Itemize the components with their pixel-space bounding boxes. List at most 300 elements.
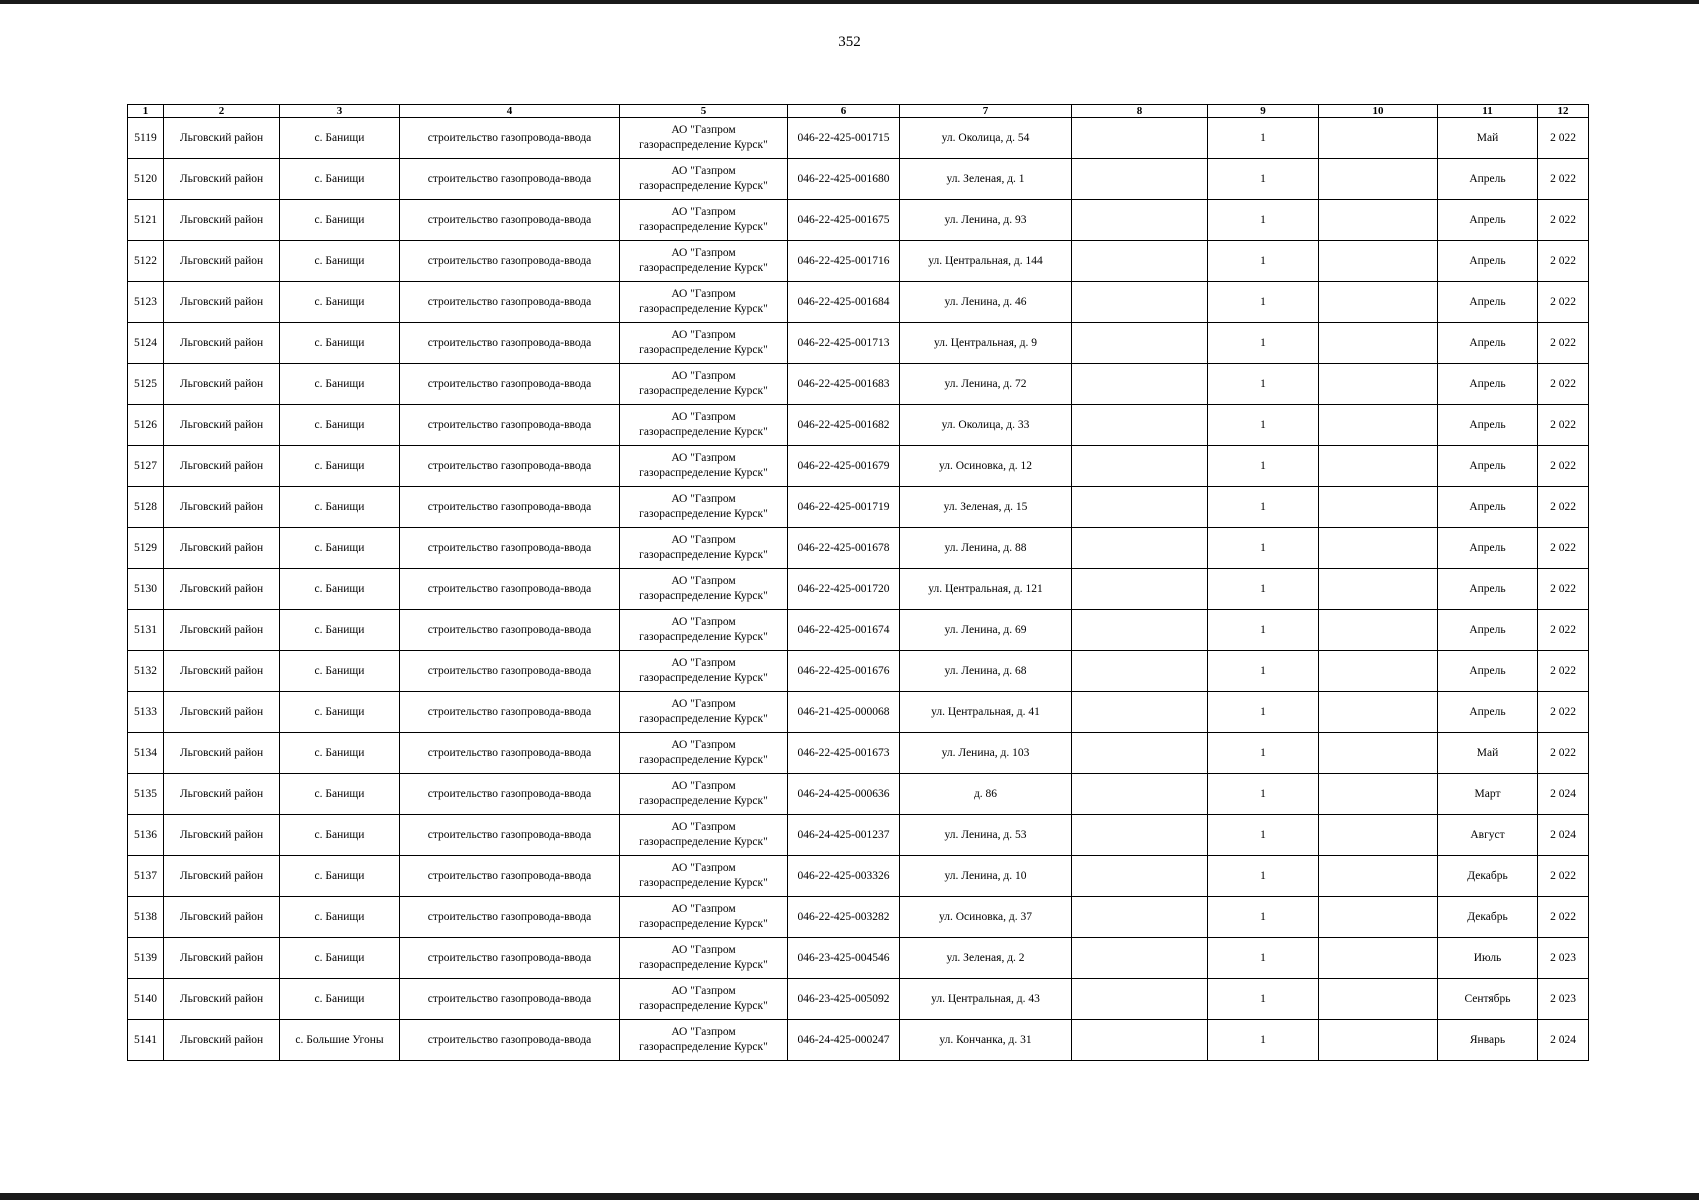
organization-cell — [620, 938, 788, 979]
organization-line-1: АО "Газпром — [671, 903, 736, 915]
column-10-cell — [1319, 897, 1438, 938]
month-cell: Май — [1438, 733, 1538, 774]
address-cell: ул. Центральная, д. 43 — [900, 979, 1072, 1020]
settlement-cell: с. Банищи — [280, 282, 400, 323]
year-cell: 2 022 — [1538, 733, 1589, 774]
column-number-header-row — [128, 105, 1589, 118]
district-cell: Льговский район — [164, 774, 280, 815]
registry-table-body — [128, 118, 1589, 1061]
organization-line-1: АО "Газпром — [671, 575, 736, 587]
district-cell: Льговский район — [164, 159, 280, 200]
table-row — [128, 323, 1589, 364]
organization-line-2: газораспределение Курск" — [639, 590, 768, 602]
year-cell: 2 022 — [1538, 159, 1589, 200]
work-type-cell: строительство газопровода-ввода — [400, 692, 620, 733]
object-code-cell: 046-23-425-004546 — [788, 938, 900, 979]
address-cell: ул. Центральная, д. 9 — [900, 323, 1072, 364]
year-cell: 2 022 — [1538, 528, 1589, 569]
district-cell: Льговский район — [164, 815, 280, 856]
column-10-cell — [1319, 774, 1438, 815]
table-row — [128, 200, 1589, 241]
object-code-cell: 046-24-425-000636 — [788, 774, 900, 815]
organization-line-2: газораспределение Курск" — [639, 508, 768, 520]
organization-line-1: АО "Газпром — [671, 616, 736, 628]
month-cell: Апрель — [1438, 487, 1538, 528]
table-row — [128, 446, 1589, 487]
settlement-cell: с. Банищи — [280, 118, 400, 159]
organization-cell — [620, 774, 788, 815]
address-cell: ул. Ленина, д. 68 — [900, 651, 1072, 692]
row-number-cell: 5129 — [128, 528, 164, 569]
organization-line-2: газораспределение Курск" — [639, 385, 768, 397]
quantity-cell: 1 — [1208, 815, 1319, 856]
quantity-cell: 1 — [1208, 569, 1319, 610]
quantity-cell: 1 — [1208, 323, 1319, 364]
month-cell: Декабрь — [1438, 856, 1538, 897]
organization-line-2: газораспределение Курск" — [639, 262, 768, 274]
month-cell: Май — [1438, 118, 1538, 159]
row-number-cell: 5120 — [128, 159, 164, 200]
work-type-cell: строительство газопровода-ввода — [400, 446, 620, 487]
column-8-cell — [1072, 282, 1208, 323]
quantity-cell: 1 — [1208, 733, 1319, 774]
month-cell: Апрель — [1438, 364, 1538, 405]
table-row — [128, 610, 1589, 651]
column-header: 9 — [1208, 105, 1319, 118]
organization-line-1: АО "Газпром — [671, 329, 736, 341]
column-8-cell — [1072, 897, 1208, 938]
work-type-cell: строительство газопровода-ввода — [400, 733, 620, 774]
district-cell: Льговский район — [164, 118, 280, 159]
year-cell: 2 022 — [1538, 200, 1589, 241]
object-code-cell: 046-23-425-005092 — [788, 979, 900, 1020]
column-10-cell — [1319, 323, 1438, 364]
organization-cell — [620, 446, 788, 487]
month-cell: Апрель — [1438, 569, 1538, 610]
work-type-cell: строительство газопровода-ввода — [400, 774, 620, 815]
object-code-cell: 046-21-425-000068 — [788, 692, 900, 733]
column-10-cell — [1319, 979, 1438, 1020]
column-8-cell — [1072, 528, 1208, 569]
organization-cell — [620, 979, 788, 1020]
year-cell: 2 022 — [1538, 282, 1589, 323]
row-number-cell: 5140 — [128, 979, 164, 1020]
table-row — [128, 692, 1589, 733]
organization-cell — [620, 323, 788, 364]
address-cell: ул. Ленина, д. 72 — [900, 364, 1072, 405]
table-row — [128, 405, 1589, 446]
table-row — [128, 241, 1589, 282]
column-10-cell — [1319, 241, 1438, 282]
column-10-cell — [1319, 282, 1438, 323]
work-type-cell: строительство газопровода-ввода — [400, 610, 620, 651]
quantity-cell: 1 — [1208, 897, 1319, 938]
month-cell: Сентябрь — [1438, 979, 1538, 1020]
column-10-cell — [1319, 651, 1438, 692]
month-cell: Июль — [1438, 938, 1538, 979]
district-cell: Льговский район — [164, 979, 280, 1020]
organization-line-1: АО "Газпром — [671, 206, 736, 218]
quantity-cell: 1 — [1208, 1020, 1319, 1061]
organization-cell — [620, 200, 788, 241]
column-header: 7 — [900, 105, 1072, 118]
object-code-cell: 046-22-425-001682 — [788, 405, 900, 446]
year-cell: 2 022 — [1538, 897, 1589, 938]
column-8-cell — [1072, 364, 1208, 405]
district-cell: Льговский район — [164, 569, 280, 610]
table-row — [128, 364, 1589, 405]
column-8-cell — [1072, 446, 1208, 487]
row-number-cell: 5133 — [128, 692, 164, 733]
quantity-cell: 1 — [1208, 528, 1319, 569]
year-cell: 2 024 — [1538, 774, 1589, 815]
object-code-cell: 046-22-425-001713 — [788, 323, 900, 364]
district-cell: Льговский район — [164, 323, 280, 364]
month-cell: Апрель — [1438, 159, 1538, 200]
district-cell: Льговский район — [164, 938, 280, 979]
row-number-cell: 5119 — [128, 118, 164, 159]
table-row — [128, 815, 1589, 856]
column-10-cell — [1319, 733, 1438, 774]
column-8-cell — [1072, 159, 1208, 200]
month-cell: Январь — [1438, 1020, 1538, 1061]
year-cell: 2 024 — [1538, 1020, 1589, 1061]
address-cell: ул. Центральная, д. 41 — [900, 692, 1072, 733]
object-code-cell: 046-22-425-001676 — [788, 651, 900, 692]
organization-cell — [620, 282, 788, 323]
work-type-cell: строительство газопровода-ввода — [400, 200, 620, 241]
district-cell: Льговский район — [164, 856, 280, 897]
work-type-cell: строительство газопровода-ввода — [400, 651, 620, 692]
address-cell: ул. Ленина, д. 88 — [900, 528, 1072, 569]
column-8-cell — [1072, 733, 1208, 774]
column-8-cell — [1072, 610, 1208, 651]
address-cell: ул. Кончанка, д. 31 — [900, 1020, 1072, 1061]
row-number-cell: 5124 — [128, 323, 164, 364]
district-cell: Льговский район — [164, 241, 280, 282]
object-code-cell: 046-22-425-001716 — [788, 241, 900, 282]
address-cell: д. 86 — [900, 774, 1072, 815]
organization-line-2: газораспределение Курск" — [639, 1000, 768, 1012]
district-cell: Льговский район — [164, 446, 280, 487]
organization-line-2: газораспределение Курск" — [639, 549, 768, 561]
column-10-cell — [1319, 446, 1438, 487]
table-row — [128, 774, 1589, 815]
organization-cell — [620, 405, 788, 446]
column-8-cell — [1072, 200, 1208, 241]
object-code-cell: 046-22-425-001684 — [788, 282, 900, 323]
column-10-cell — [1319, 569, 1438, 610]
work-type-cell: строительство газопровода-ввода — [400, 569, 620, 610]
object-code-cell: 046-22-425-003326 — [788, 856, 900, 897]
settlement-cell: с. Банищи — [280, 569, 400, 610]
month-cell: Апрель — [1438, 405, 1538, 446]
organization-cell — [620, 692, 788, 733]
object-code-cell: 046-22-425-001674 — [788, 610, 900, 651]
column-10-cell — [1319, 692, 1438, 733]
work-type-cell: строительство газопровода-ввода — [400, 241, 620, 282]
table-row — [128, 528, 1589, 569]
table-row — [128, 733, 1589, 774]
settlement-cell: с. Банищи — [280, 938, 400, 979]
quantity-cell: 1 — [1208, 692, 1319, 733]
organization-cell — [620, 569, 788, 610]
row-number-cell: 5121 — [128, 200, 164, 241]
organization-cell — [620, 487, 788, 528]
settlement-cell: с. Банищи — [280, 446, 400, 487]
quantity-cell: 1 — [1208, 405, 1319, 446]
month-cell: Апрель — [1438, 200, 1538, 241]
column-8-cell — [1072, 569, 1208, 610]
column-header: 12 — [1538, 105, 1589, 118]
year-cell: 2 024 — [1538, 815, 1589, 856]
address-cell: ул. Ленина, д. 53 — [900, 815, 1072, 856]
district-cell: Льговский район — [164, 610, 280, 651]
settlement-cell: с. Банищи — [280, 692, 400, 733]
quantity-cell: 1 — [1208, 241, 1319, 282]
column-8-cell — [1072, 938, 1208, 979]
column-10-cell — [1319, 364, 1438, 405]
organization-line-2: газораспределение Курск" — [639, 467, 768, 479]
year-cell: 2 022 — [1538, 487, 1589, 528]
row-number-cell: 5130 — [128, 569, 164, 610]
address-cell: ул. Околица, д. 33 — [900, 405, 1072, 446]
year-cell: 2 022 — [1538, 610, 1589, 651]
work-type-cell: строительство газопровода-ввода — [400, 897, 620, 938]
object-code-cell: 046-22-425-001678 — [788, 528, 900, 569]
column-10-cell — [1319, 159, 1438, 200]
organization-line-2: газораспределение Курск" — [639, 836, 768, 848]
column-header: 6 — [788, 105, 900, 118]
organization-line-2: газораспределение Курск" — [639, 303, 768, 315]
column-10-cell — [1319, 528, 1438, 569]
district-cell: Льговский район — [164, 733, 280, 774]
district-cell: Льговский район — [164, 1020, 280, 1061]
organization-line-1: АО "Газпром — [671, 862, 736, 874]
organization-line-2: газораспределение Курск" — [639, 221, 768, 233]
object-code-cell: 046-22-425-001680 — [788, 159, 900, 200]
quantity-cell: 1 — [1208, 118, 1319, 159]
organization-line-2: газораспределение Курск" — [639, 139, 768, 151]
settlement-cell: с. Большие Угоны — [280, 1020, 400, 1061]
address-cell: ул. Ленина, д. 10 — [900, 856, 1072, 897]
address-cell: ул. Ленина, д. 69 — [900, 610, 1072, 651]
month-cell: Апрель — [1438, 446, 1538, 487]
address-cell: ул. Осиновка, д. 37 — [900, 897, 1072, 938]
organization-line-1: АО "Газпром — [671, 493, 736, 505]
quantity-cell: 1 — [1208, 651, 1319, 692]
quantity-cell: 1 — [1208, 159, 1319, 200]
work-type-cell: строительство газопровода-ввода — [400, 979, 620, 1020]
month-cell: Апрель — [1438, 692, 1538, 733]
settlement-cell: с. Банищи — [280, 897, 400, 938]
work-type-cell: строительство газопровода-ввода — [400, 323, 620, 364]
row-number-cell: 5123 — [128, 282, 164, 323]
year-cell: 2 022 — [1538, 364, 1589, 405]
object-code-cell: 046-22-425-001679 — [788, 446, 900, 487]
quantity-cell: 1 — [1208, 282, 1319, 323]
organization-line-2: газораспределение Курск" — [639, 426, 768, 438]
organization-line-2: газораспределение Курск" — [639, 1041, 768, 1053]
table-row — [128, 979, 1589, 1020]
work-type-cell: строительство газопровода-ввода — [400, 282, 620, 323]
organization-line-1: АО "Газпром — [671, 165, 736, 177]
month-cell: Апрель — [1438, 651, 1538, 692]
quantity-cell: 1 — [1208, 774, 1319, 815]
column-10-cell — [1319, 118, 1438, 159]
table-row — [128, 651, 1589, 692]
row-number-cell: 5137 — [128, 856, 164, 897]
work-type-cell: строительство газопровода-ввода — [400, 405, 620, 446]
year-cell: 2 022 — [1538, 118, 1589, 159]
organization-cell — [620, 856, 788, 897]
column-header: 5 — [620, 105, 788, 118]
settlement-cell: с. Банищи — [280, 364, 400, 405]
column-header: 1 — [128, 105, 164, 118]
address-cell: ул. Околица, д. 54 — [900, 118, 1072, 159]
column-8-cell — [1072, 323, 1208, 364]
column-10-cell — [1319, 856, 1438, 897]
organization-cell — [620, 364, 788, 405]
table-row — [128, 938, 1589, 979]
table-row — [128, 282, 1589, 323]
table-row — [128, 897, 1589, 938]
row-number-cell: 5135 — [128, 774, 164, 815]
column-10-cell — [1319, 405, 1438, 446]
organization-line-2: газораспределение Курск" — [639, 672, 768, 684]
table-row — [128, 159, 1589, 200]
settlement-cell: с. Банищи — [280, 733, 400, 774]
year-cell: 2 022 — [1538, 856, 1589, 897]
year-cell: 2 022 — [1538, 405, 1589, 446]
column-header: 8 — [1072, 105, 1208, 118]
settlement-cell: с. Банищи — [280, 200, 400, 241]
gas-pipeline-registry-table — [127, 104, 1589, 1061]
row-number-cell: 5128 — [128, 487, 164, 528]
month-cell: Август — [1438, 815, 1538, 856]
organization-line-1: АО "Газпром — [671, 288, 736, 300]
column-header: 10 — [1319, 105, 1438, 118]
organization-cell — [620, 1020, 788, 1061]
organization-line-1: АО "Газпром — [671, 780, 736, 792]
address-cell: ул. Зеленая, д. 15 — [900, 487, 1072, 528]
district-cell: Льговский район — [164, 200, 280, 241]
column-10-cell — [1319, 815, 1438, 856]
scan-border-top — [0, 0, 1699, 4]
organization-cell — [620, 610, 788, 651]
work-type-cell: строительство газопровода-ввода — [400, 487, 620, 528]
organization-line-1: АО "Газпром — [671, 985, 736, 997]
column-8-cell — [1072, 241, 1208, 282]
organization-line-1: АО "Газпром — [671, 247, 736, 259]
column-10-cell — [1319, 938, 1438, 979]
column-8-cell — [1072, 1020, 1208, 1061]
year-cell: 2 022 — [1538, 241, 1589, 282]
page-number: 352 — [838, 34, 861, 50]
settlement-cell: с. Банищи — [280, 528, 400, 569]
table-row — [128, 569, 1589, 610]
column-8-cell — [1072, 692, 1208, 733]
column-8-cell — [1072, 118, 1208, 159]
settlement-cell: с. Банищи — [280, 815, 400, 856]
organization-cell — [620, 528, 788, 569]
district-cell: Льговский район — [164, 651, 280, 692]
organization-cell — [620, 815, 788, 856]
column-10-cell — [1319, 610, 1438, 651]
organization-line-2: газораспределение Курск" — [639, 713, 768, 725]
year-cell: 2 022 — [1538, 692, 1589, 733]
settlement-cell: с. Банищи — [280, 979, 400, 1020]
quantity-cell: 1 — [1208, 200, 1319, 241]
organization-line-1: АО "Газпром — [671, 124, 736, 136]
quantity-cell: 1 — [1208, 487, 1319, 528]
year-cell: 2 022 — [1538, 569, 1589, 610]
month-cell: Апрель — [1438, 282, 1538, 323]
work-type-cell: строительство газопровода-ввода — [400, 528, 620, 569]
table-row — [128, 856, 1589, 897]
work-type-cell: строительство газопровода-ввода — [400, 118, 620, 159]
organization-line-2: газораспределение Курск" — [639, 180, 768, 192]
month-cell: Апрель — [1438, 528, 1538, 569]
row-number-cell: 5134 — [128, 733, 164, 774]
work-type-cell: строительство газопровода-ввода — [400, 938, 620, 979]
settlement-cell: с. Банищи — [280, 159, 400, 200]
month-cell: Апрель — [1438, 241, 1538, 282]
organization-line-2: газораспределение Курск" — [639, 754, 768, 766]
object-code-cell: 046-24-425-000247 — [788, 1020, 900, 1061]
column-8-cell — [1072, 979, 1208, 1020]
settlement-cell: с. Банищи — [280, 856, 400, 897]
address-cell: ул. Центральная, д. 121 — [900, 569, 1072, 610]
quantity-cell: 1 — [1208, 364, 1319, 405]
address-cell: ул. Центральная, д. 144 — [900, 241, 1072, 282]
organization-cell — [620, 118, 788, 159]
column-10-cell — [1319, 200, 1438, 241]
district-cell: Льговский район — [164, 487, 280, 528]
district-cell: Льговский район — [164, 282, 280, 323]
column-header: 4 — [400, 105, 620, 118]
organization-line-1: АО "Газпром — [671, 1026, 736, 1038]
row-number-cell: 5127 — [128, 446, 164, 487]
address-cell: ул. Ленина, д. 46 — [900, 282, 1072, 323]
month-cell: Март — [1438, 774, 1538, 815]
row-number-cell: 5139 — [128, 938, 164, 979]
organization-line-1: АО "Газпром — [671, 534, 736, 546]
column-header: 2 — [164, 105, 280, 118]
object-code-cell: 046-22-425-001683 — [788, 364, 900, 405]
settlement-cell: с. Банищи — [280, 651, 400, 692]
organization-line-1: АО "Газпром — [671, 821, 736, 833]
row-number-cell: 5122 — [128, 241, 164, 282]
column-header: 3 — [280, 105, 400, 118]
year-cell: 2 022 — [1538, 651, 1589, 692]
district-cell: Льговский район — [164, 405, 280, 446]
object-code-cell: 046-22-425-001719 — [788, 487, 900, 528]
organization-line-2: газораспределение Курск" — [639, 959, 768, 971]
row-number-cell: 5126 — [128, 405, 164, 446]
column-10-cell — [1319, 487, 1438, 528]
column-8-cell — [1072, 856, 1208, 897]
organization-cell — [620, 733, 788, 774]
quantity-cell: 1 — [1208, 938, 1319, 979]
object-code-cell: 046-22-425-003282 — [788, 897, 900, 938]
object-code-cell: 046-22-425-001715 — [788, 118, 900, 159]
settlement-cell: с. Банищи — [280, 323, 400, 364]
row-number-cell: 5132 — [128, 651, 164, 692]
row-number-cell: 5131 — [128, 610, 164, 651]
settlement-cell: с. Банищи — [280, 774, 400, 815]
column-8-cell — [1072, 815, 1208, 856]
